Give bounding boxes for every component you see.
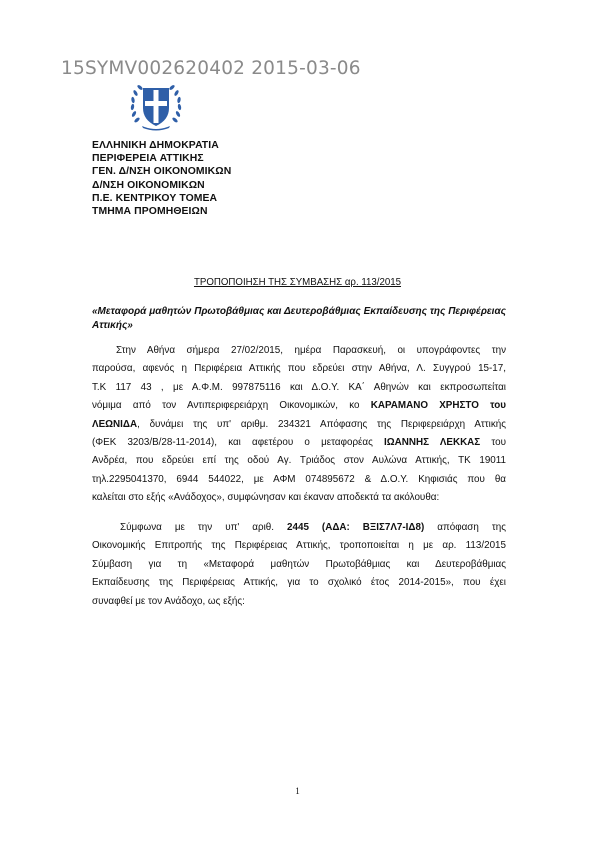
paragraph-text: απόφαση της	[424, 522, 506, 533]
paragraph-line: τηλ.2295041370, 6944 544022, με ΑΦΜ 074895672 & Δ.Ο.Υ. Κηφισιάς που θα	[92, 473, 506, 485]
amendment-paragraph	[92, 519, 506, 611]
paragraph-line: Εκπαίδευσης της Περιφέρειας Αττικής, για το σχολικό έτος 2014-2015», που έχει	[92, 577, 506, 589]
paragraph-text: (ΦΕΚ 3203/Β/28-11-2014), και αφετέρου ο μεταφορέας	[92, 437, 385, 449]
paragraph-line: συναφθεί με τον Ανάδοχο, ως εξής:	[92, 595, 245, 607]
contractor-name: ΙΩΑΝΝΗΣ ΛΕΚΚΑΣ	[384, 437, 481, 449]
contract-subject: «Μεταφορά μαθητών Πρωτοβάθμιας και Δευτεροβάθμιας Εκπαίδευσης της Περιφέρειας Αττικής»	[92, 306, 506, 331]
contract-parties-paragraph	[92, 342, 506, 508]
paragraph-line: Οικονομικής Επιτροπής της Περιφέρειας Αττικής, τροποποιείται η με αρ. 113/2015	[92, 540, 506, 552]
header-line: ΤΜΗΜΑ ΠΡΟΜΗΘΕΙΩΝ	[92, 206, 208, 218]
document-watermark: 15SYMV002620402 2015-03-06	[61, 58, 361, 79]
document-title: ΤΡΟΠΟΠΟΙΗΣΗ ΤΗΣ ΣΥΜΒΑΣΗΣ αρ. 113/2015	[193, 277, 402, 288]
paragraph-text: του	[480, 437, 506, 449]
paragraph-text: Σύμφωνα με την υπ' αριθ.	[120, 522, 288, 533]
header-line: ΓΕΝ. Δ/ΝΣΗ ΟΙΚΟΝΟΜΙΚΩΝ	[92, 166, 232, 178]
paragraph-line: Σύμβαση για τη «Μεταφορά μαθητών Πρωτοβάθμιας και Δευτεροβάθμιας	[92, 558, 506, 570]
header-line: Π.Ε. ΚΕΝΤΡΙΚΟΥ ΤΟΜΕΑ	[92, 192, 218, 204]
representative-father-name: ΛΕΩΝΙΔΑ	[92, 418, 138, 430]
header-line: ΠΕΡΙΦΕΡΕΙΑ ΑΤΤΙΚΗΣ	[92, 153, 204, 165]
paragraph-line: καλείται στο εξής «Ανάδοχος», συμφώνησαν και έκαναν αποδεκτά τα ακόλουθα:	[92, 492, 440, 504]
page-number: 1	[295, 786, 300, 796]
paragraph-text: , δυνάμει της υπ' αριθμ. 234321 Απόφασης της Περιφερειάρχη Αττικής	[137, 418, 506, 430]
paragraph-line	[92, 397, 506, 415]
paragraph-line: Στην Αθήνα σήμερα 27/02/2015, ημέρα Παρασκευή, οι υπογράφοντες την	[116, 345, 506, 356]
decision-reference: 2445 (ΑΔΑ: ΒΞΙΣ7Λ7-ΙΔ8)	[287, 522, 425, 533]
paragraph-line	[92, 416, 506, 434]
paragraph-text: νόμιμα από τον Αντιπεριφερειάρχη Οικονομικών, κο	[92, 400, 371, 412]
greek-coat-of-arms-icon	[126, 80, 186, 133]
paragraph-line	[92, 519, 506, 537]
paragraph-line: Ανδρέα, που εδρεύει επί της οδού Αγ. Τριάδος στον Αυλώνα Αττικής, ΤΚ 19011	[92, 455, 506, 467]
paragraph-line	[92, 434, 506, 452]
paragraph-line: παρούσα, αφενός η Περιφέρεια Αττικής που εδρεύει στην Αθήνα, Λ. Συγγρού 15-17,	[92, 363, 506, 375]
representative-name: ΚΑΡΑΜΑΝΟ ΧΡΗΣΤΟ του	[370, 400, 506, 412]
issuing-authority-header	[92, 139, 231, 218]
header-line: ΕΛΛΗΝΙΚΗ ΔΗΜΟΚΡΑΤΙΑ	[92, 140, 219, 151]
header-line: Δ/ΝΣΗ ΟΙΚΟΝΟΜΙΚΩΝ	[92, 179, 205, 191]
paragraph-line: Τ.Κ 117 43 , με Α.Φ.Μ. 997875116 και Δ.Ο.Υ. ΚΑ΄ Αθηνών και εκπροσωπείται	[92, 381, 506, 393]
